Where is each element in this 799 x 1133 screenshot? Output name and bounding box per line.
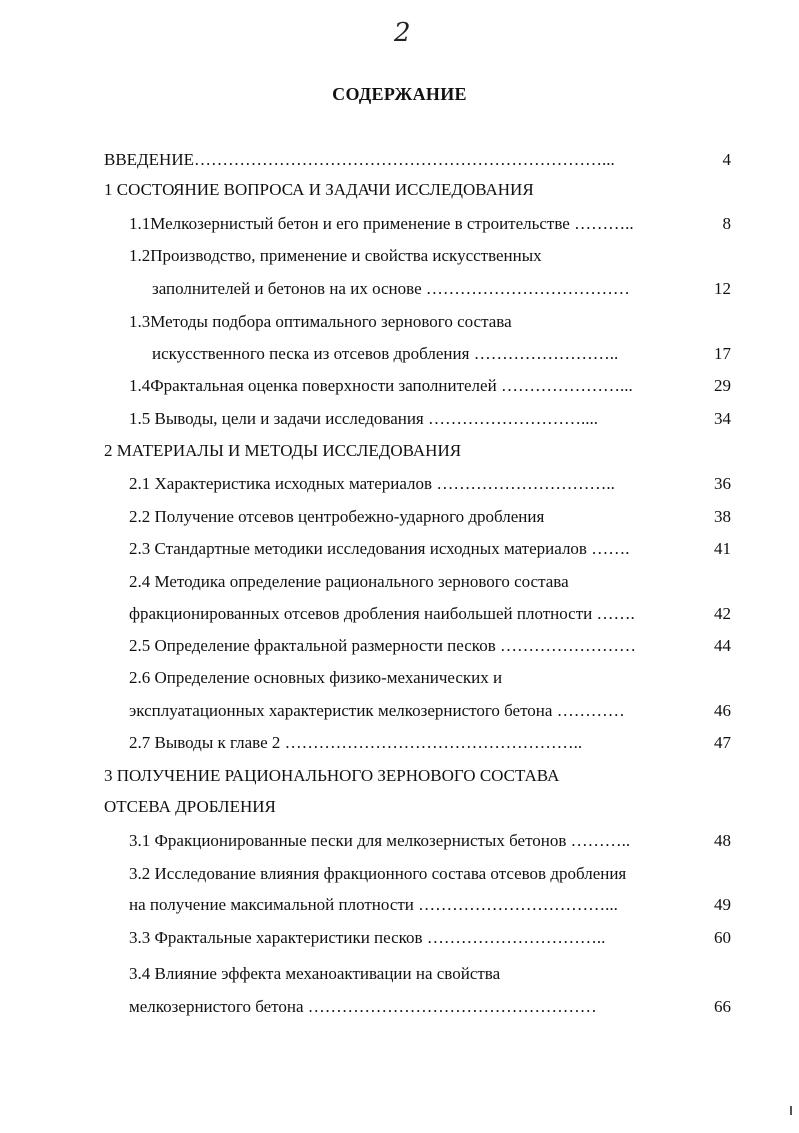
toc-entry-title: 1.3Методы подбора оптимального зернового состава xyxy=(129,312,512,331)
toc-entry-title: 2.7 Выводы к главе 2 xyxy=(129,733,285,752)
toc-entry xyxy=(129,602,692,626)
toc-leader-dots: ……………………………... xyxy=(418,895,618,914)
toc-entry xyxy=(129,731,692,755)
toc-entry xyxy=(104,439,692,463)
toc-entry xyxy=(129,699,692,723)
toc-entry-title: мелкозернистого бетона xyxy=(129,997,308,1016)
toc-entry-title: заполнителей и бетонов на их основе xyxy=(152,279,426,298)
toc-entry xyxy=(129,666,692,690)
toc-entry xyxy=(104,148,692,172)
toc-page-number: 29 xyxy=(714,376,731,395)
toc-entry-title: 3.2 Исследование влияния фракционного состава отсевов дробления xyxy=(129,864,627,883)
toc-entry-title: ОТСЕВА ДРОБЛЕНИЯ xyxy=(104,797,276,816)
toc-entry xyxy=(129,212,692,236)
toc-entry xyxy=(129,537,692,561)
toc-page-number: 42 xyxy=(714,604,731,623)
toc-page-number: 66 xyxy=(714,997,731,1016)
toc-page-number: 48 xyxy=(714,831,731,850)
toc-entry xyxy=(129,829,692,853)
toc-entry-title: 2.2 Получение отсевов центробежно-ударного дробления xyxy=(129,507,545,526)
toc-leader-dots: ………… xyxy=(556,701,625,720)
toc-leader-dots: …………………….. xyxy=(473,344,619,363)
toc-entry xyxy=(129,374,692,398)
toc-entry xyxy=(129,472,692,496)
toc-page-number: 4 xyxy=(722,150,731,169)
toc-entry-title: эксплуатационных характеристик мелкозернистого бетона xyxy=(129,701,557,720)
handwritten-page-number: 2 xyxy=(394,18,411,48)
toc-entry-title: искусственного песка из отсевов дробления xyxy=(152,344,474,363)
toc-entry-title: 2 МАТЕРИАЛЫ И МЕТОДЫ ИССЛЕДОВАНИЯ xyxy=(104,441,462,460)
toc-entry-title: 2.4 Методика определение рационального зернового состава xyxy=(129,572,569,591)
toc-leader-dots: ………………………….. xyxy=(426,928,606,947)
toc-entry-title: 1.2Производство, применение и свойства искусственных xyxy=(129,246,542,265)
toc-leader-dots: ……………………….... xyxy=(428,409,599,428)
toc-entry xyxy=(129,962,692,986)
toc-entry-title: на получение максимальной плотности xyxy=(129,895,419,914)
toc-entry-title: ВВЕДЕНИЕ xyxy=(104,150,194,169)
toc-entry-title: 3.4 Влияние эффекта механоактивации на свойства xyxy=(129,964,501,983)
toc-page-number: 34 xyxy=(714,409,731,428)
toc-leader-dots: ………………………….. xyxy=(436,474,615,493)
toc-entry xyxy=(129,926,692,950)
toc-entry xyxy=(152,342,692,366)
toc-entry xyxy=(129,893,692,917)
toc-entry-title: 1.5 Выводы, цели и задачи исследования xyxy=(129,409,429,428)
toc-entry-title: 3 ПОЛУЧЕНИЕ РАЦИОНАЛЬНОГО ЗЕРНОВОГО СОСТАВА xyxy=(104,766,560,785)
toc-leader-dots: ……. xyxy=(596,604,635,623)
toc-entry xyxy=(104,795,692,819)
toc-leader-dots: ……….. xyxy=(570,831,631,850)
toc-page-number: 12 xyxy=(714,279,731,298)
toc-entry xyxy=(129,407,692,431)
toc-page-number: 60 xyxy=(714,928,731,947)
toc-entry xyxy=(152,277,692,301)
toc-entry xyxy=(129,634,692,658)
toc-leader-dots: …………………… xyxy=(499,636,636,655)
toc-entry-title: 2.5 Определение фрактальной размерности песков xyxy=(129,636,500,655)
toc-entry-title: 2.1 Характеристика исходных материалов xyxy=(129,474,437,493)
toc-entry-title: 3.3 Фрактальные характеристики песков xyxy=(129,928,427,947)
toc-entry xyxy=(129,570,692,594)
toc-entry-title: 1 СОСТОЯНИЕ ВОПРОСА И ЗАДАЧИ ИССЛЕДОВАНИЯ xyxy=(104,180,534,199)
toc-entry xyxy=(129,310,692,334)
toc-entry-title: 2.3 Стандартные методики исследования исходных материалов xyxy=(129,539,592,558)
toc-entry-title: 1.1Мелкозернистый бетон и его применение в строительстве xyxy=(129,214,575,233)
toc-page-number: 36 xyxy=(714,474,731,493)
toc-leader-dots: ……………………………… xyxy=(425,279,630,298)
toc-leader-dots: …………………………………………….. xyxy=(284,733,583,752)
toc-page-number: 8 xyxy=(722,214,731,233)
toc-leader-dots: …………………... xyxy=(500,376,633,395)
toc-page-number: 49 xyxy=(714,895,731,914)
toc-entry-title: 2.6 Определение основных физико-механических и xyxy=(129,668,503,687)
toc-page-number: 41 xyxy=(714,539,731,558)
toc-leader-dots: ……. xyxy=(591,539,630,558)
toc-entry xyxy=(129,862,692,886)
toc-page-number: 38 xyxy=(714,507,731,526)
toc-page-number: 47 xyxy=(714,733,731,752)
toc-page-number: 17 xyxy=(714,344,731,363)
toc-page-number: 46 xyxy=(714,701,731,720)
page-title: СОДЕРЖАНИЕ xyxy=(332,84,467,104)
toc-leader-dots: …………………………………………… xyxy=(307,997,597,1016)
toc-entry-title: фракционированных отсевов дробления наибольшей плотности xyxy=(129,604,597,623)
toc-entry xyxy=(129,995,692,1019)
toc-page-number: 44 xyxy=(714,636,731,655)
toc-entry xyxy=(104,764,692,788)
margin-mark xyxy=(790,1106,792,1115)
toc-entry xyxy=(129,505,692,529)
toc-entry-title: 1.4Фрактальная оценка поверхности заполнителей xyxy=(129,376,501,395)
toc-entry-title: 3.1 Фракционированные пески для мелкозернистых бетонов xyxy=(129,831,571,850)
toc-entry xyxy=(104,178,692,202)
toc-leader-dots: ………………………………………………………………... xyxy=(193,150,615,169)
toc-leader-dots: ……….. xyxy=(574,214,634,233)
toc-entry xyxy=(129,244,692,268)
